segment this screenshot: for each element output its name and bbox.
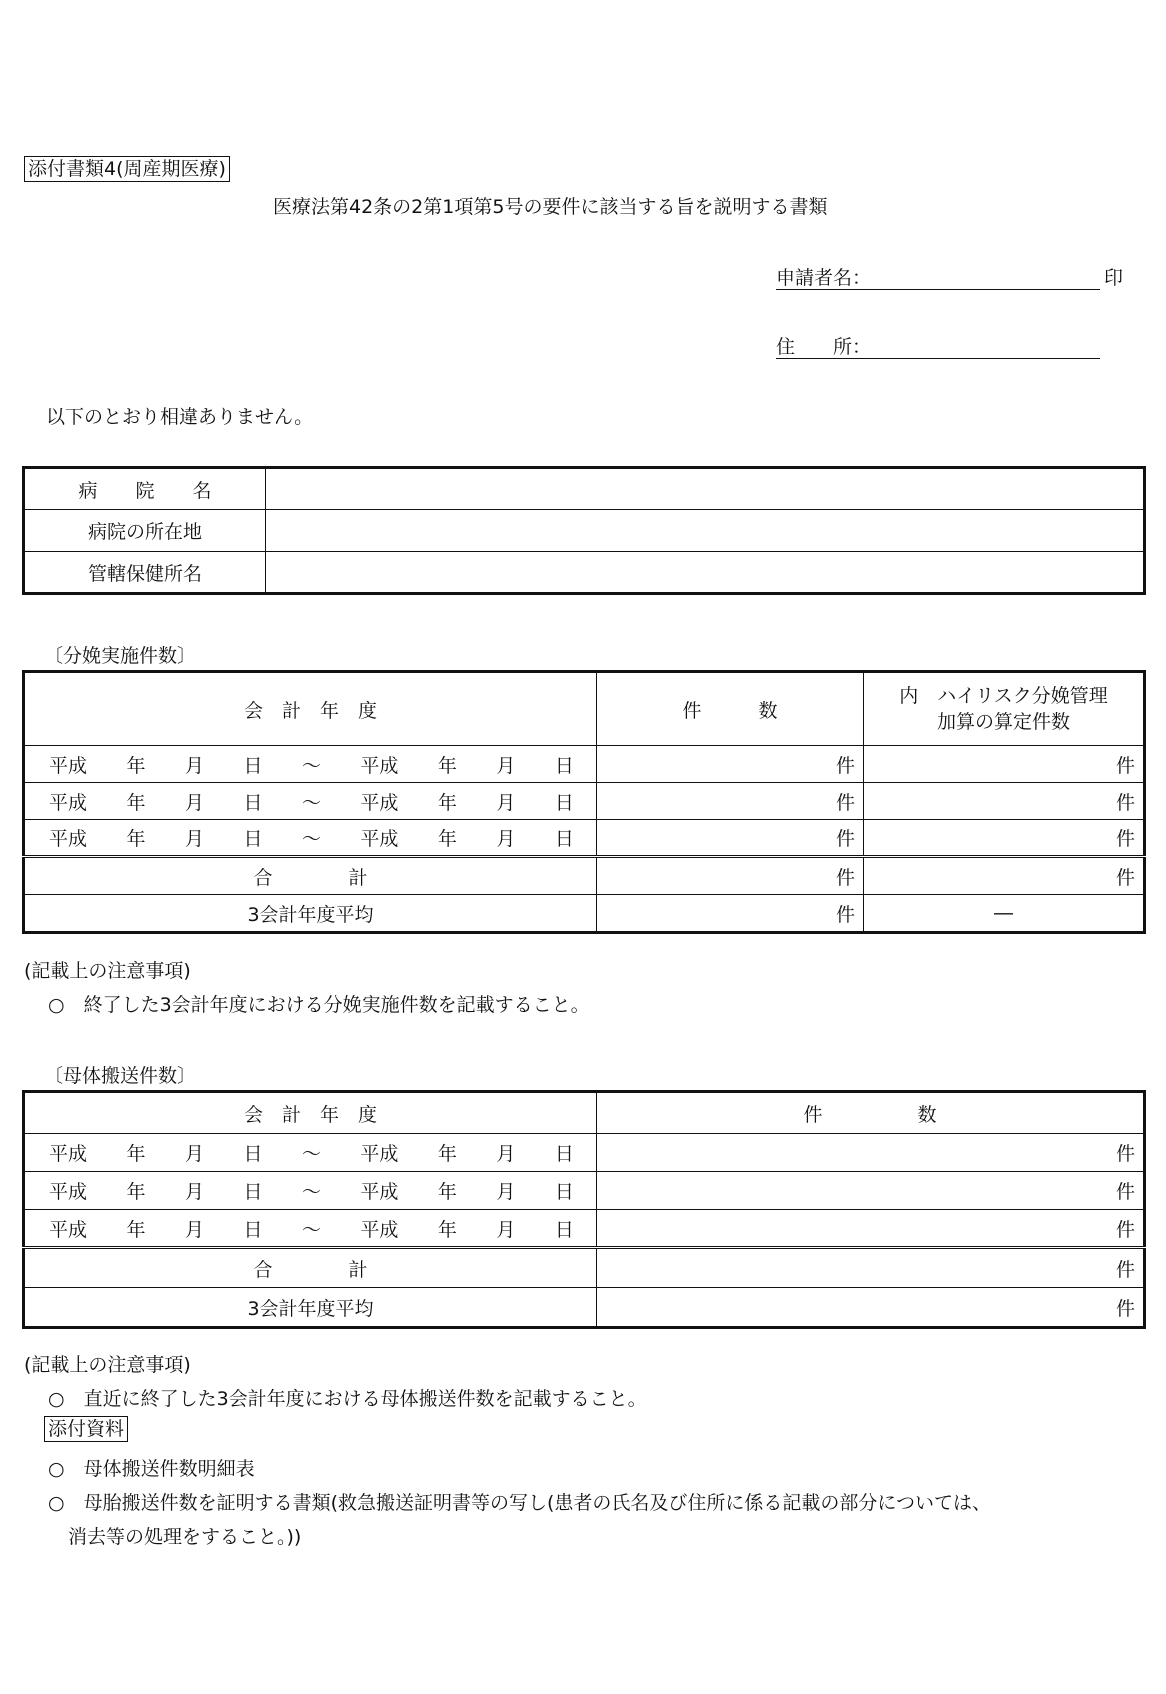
date-part: 平成 <box>49 754 88 777</box>
date-part: ～ <box>301 1181 321 1203</box>
total-highrisk-unit[interactable]: 件 <box>864 857 1145 895</box>
date-part: 平成 <box>49 1143 88 1165</box>
date-part: 平成 <box>49 791 88 814</box>
seal-mark: 印 <box>1104 267 1124 289</box>
date-part: ～ <box>301 1218 321 1241</box>
hospital-address-value[interactable] <box>266 510 1145 552</box>
count-unit[interactable]: 件 <box>597 746 864 783</box>
fiscal-year-range[interactable] <box>24 1172 597 1210</box>
date-part: 日 <box>243 1218 263 1241</box>
count-unit[interactable]: 件 <box>597 1210 1145 1248</box>
transports-header-row <box>24 1092 1145 1134</box>
deliveries-header-row <box>24 672 1145 746</box>
hospital-address-label: 病院の所在地 <box>24 510 266 552</box>
date-part: 日 <box>554 828 574 850</box>
hospital-info-table <box>22 466 1146 595</box>
applicant-address-field[interactable] <box>776 332 1100 359</box>
date-part: 年 <box>126 754 146 777</box>
date-part: 月 <box>496 1143 516 1165</box>
attachment-item: ○ 母胎搬送件数を証明する書類(救急搬送証明書等の写し(患者の氏名及び住所に係る記載の部分については、 <box>48 1492 992 1514</box>
deliveries-notes-heading: (記載上の注意事項) <box>24 960 191 982</box>
table-row <box>24 1134 1145 1172</box>
date-part: 平成 <box>360 1218 399 1241</box>
date-part: 日 <box>243 791 263 814</box>
table-row <box>24 468 1145 510</box>
date-part: 平成 <box>49 1181 88 1203</box>
date-part: 月 <box>496 828 516 850</box>
transports-heading: 〔母体搬送件数〕 <box>44 1065 197 1087</box>
health-center-label: 管轄保健所名 <box>24 552 266 594</box>
col-highrisk-line1: 内 ハイリスク分娩管理 <box>899 685 1108 707</box>
table-row <box>24 1172 1145 1210</box>
transports-table <box>22 1090 1146 1329</box>
document-title: 医療法第42条の2第1項第5号の要件に該当する旨を説明する書類 <box>273 196 828 218</box>
date-part: 年 <box>437 1218 457 1241</box>
count-unit[interactable]: 件 <box>864 820 1145 857</box>
deliveries-average-row <box>24 895 1145 933</box>
date-part: 年 <box>437 1181 457 1203</box>
date-part: 平成 <box>360 1143 399 1165</box>
average-count-unit[interactable]: 件 <box>597 895 864 933</box>
date-part: 平成 <box>360 791 399 814</box>
col-count: 件 数 <box>597 1092 1145 1134</box>
total-count-unit[interactable]: 件 <box>597 857 864 895</box>
col-highrisk <box>864 672 1145 746</box>
date-part: 平成 <box>360 828 399 850</box>
fiscal-year-range[interactable] <box>24 783 597 820</box>
date-part: 平成 <box>49 828 88 850</box>
date-part: 平成 <box>360 754 399 777</box>
table-row <box>24 820 1145 857</box>
count-unit[interactable]: 件 <box>864 746 1145 783</box>
date-part: 年 <box>126 1143 146 1165</box>
date-part: ～ <box>301 828 321 850</box>
average-label: 3会計年度平均 <box>24 895 597 933</box>
applicant-address-label: 住 所： <box>776 336 872 358</box>
average-highrisk-dash: ― <box>864 895 1145 933</box>
table-row <box>24 552 1145 594</box>
deliveries-total-row <box>24 857 1145 895</box>
date-part: 年 <box>126 791 146 814</box>
date-part: 平成 <box>360 1181 399 1203</box>
applicant-name-label: 申請者名： <box>776 267 872 289</box>
table-row <box>24 1210 1145 1248</box>
total-label: 合 計 <box>24 857 597 895</box>
date-part: ～ <box>301 1143 321 1165</box>
attachment-item-continuation: 消去等の処理をすること。)) <box>68 1526 302 1548</box>
fiscal-year-range[interactable] <box>24 820 597 857</box>
transports-notes-heading: (記載上の注意事項) <box>24 1354 191 1376</box>
date-part: 年 <box>126 1181 146 1203</box>
date-part: 年 <box>437 791 457 814</box>
count-unit[interactable]: 件 <box>864 783 1145 820</box>
attachment-item: ○ 母体搬送件数明細表 <box>48 1458 255 1480</box>
transports-note: ○ 直近に終了した3会計年度における母体搬送件数を記載すること。 <box>48 1388 647 1410</box>
date-part: 日 <box>554 791 574 814</box>
intro-statement: 以下のとおり相違ありません。 <box>46 406 314 428</box>
applicant-name-field[interactable] <box>776 263 1100 290</box>
total-count-unit[interactable]: 件 <box>597 1248 1145 1288</box>
attachments-label: 添付資料 <box>44 1416 128 1442</box>
table-row <box>24 510 1145 552</box>
date-part: 日 <box>554 1218 574 1241</box>
count-unit[interactable]: 件 <box>597 783 864 820</box>
date-part: 日 <box>554 1181 574 1203</box>
date-part: 年 <box>437 754 457 777</box>
transports-average-row <box>24 1288 1145 1328</box>
date-part: 月 <box>496 754 516 777</box>
date-part: 日 <box>554 754 574 777</box>
col-fiscal-year: 会 計 年 度 <box>24 672 597 746</box>
fiscal-year-range[interactable] <box>24 746 597 783</box>
date-part: ～ <box>301 791 321 814</box>
date-part: 年 <box>126 828 146 850</box>
fiscal-year-range[interactable] <box>24 1134 597 1172</box>
date-part: 月 <box>184 1218 204 1241</box>
fiscal-year-range[interactable] <box>24 1210 597 1248</box>
count-unit[interactable]: 件 <box>597 820 864 857</box>
col-count: 件 数 <box>597 672 864 746</box>
date-part: 年 <box>126 1218 146 1241</box>
date-part: 月 <box>184 791 204 814</box>
hospital-name-label: 病 院 名 <box>24 468 266 510</box>
date-part: 年 <box>437 1143 457 1165</box>
date-part: 月 <box>496 1218 516 1241</box>
hospital-name-value[interactable] <box>266 468 1145 510</box>
count-unit[interactable]: 件 <box>597 1172 1145 1210</box>
deliveries-table <box>22 670 1146 934</box>
deliveries-note: ○ 終了した3会計年度における分娩実施件数を記載すること。 <box>48 994 590 1016</box>
date-part: 日 <box>243 1181 263 1203</box>
date-part: 日 <box>243 1143 263 1165</box>
attachment-label: 添付書類4(周産期医療) <box>24 156 230 182</box>
table-row <box>24 783 1145 820</box>
date-part: 日 <box>243 828 263 850</box>
table-row <box>24 746 1145 783</box>
date-part: 月 <box>496 1181 516 1203</box>
col-highrisk-line2: 加算の算定件数 <box>936 711 1070 733</box>
transports-total-row <box>24 1248 1145 1288</box>
date-part: 年 <box>437 828 457 850</box>
date-part: 日 <box>243 754 263 777</box>
date-part: ～ <box>301 754 321 777</box>
date-part: 日 <box>554 1143 574 1165</box>
date-part: 月 <box>184 828 204 850</box>
total-label: 合 計 <box>24 1248 597 1288</box>
date-part: 月 <box>184 754 204 777</box>
date-part: 月 <box>184 1143 204 1165</box>
count-unit[interactable]: 件 <box>597 1134 1145 1172</box>
date-part: 月 <box>496 791 516 814</box>
average-count-unit[interactable]: 件 <box>597 1288 1145 1328</box>
col-fiscal-year: 会 計 年 度 <box>24 1092 597 1134</box>
date-part: 月 <box>184 1181 204 1203</box>
deliveries-heading: 〔分娩実施件数〕 <box>44 645 197 667</box>
health-center-value[interactable] <box>266 552 1145 594</box>
date-part: 平成 <box>49 1218 88 1241</box>
average-label: 3会計年度平均 <box>24 1288 597 1328</box>
